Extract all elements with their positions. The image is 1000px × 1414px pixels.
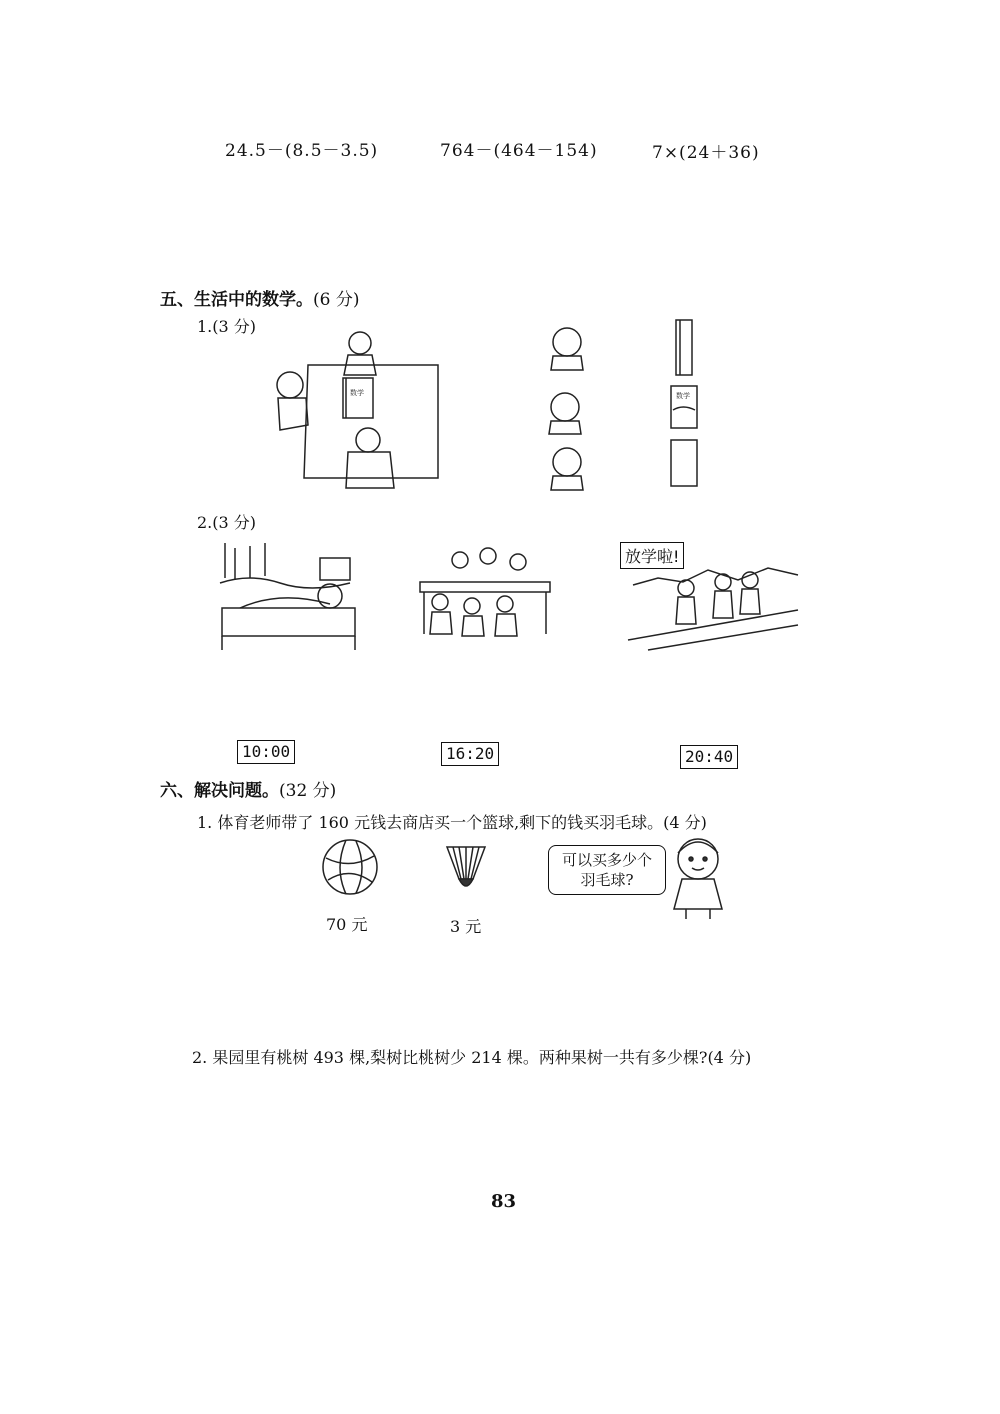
svg-text:数学: 数学	[350, 389, 364, 397]
time-box-2: 16:20	[441, 742, 499, 766]
time-box-1: 10:00	[237, 740, 295, 764]
expression-2: 764－(464－154)	[440, 141, 598, 161]
book-view-back	[671, 440, 697, 486]
section-5-points: (6 分)	[313, 290, 360, 310]
expression-3: 7×(24＋36)	[652, 143, 760, 163]
q5-2-label: 2.(3 分)	[197, 513, 257, 532]
book-stack	[343, 378, 373, 418]
q6-2-text: 2. 果园里有桃树 493 棵,梨树比桃树少 214 棵。两种果树一共有多少棵?(4 分)	[192, 1048, 752, 1067]
child-bottom	[356, 428, 380, 452]
page-number: 83	[491, 1191, 517, 1212]
child-left	[277, 372, 303, 398]
shuttlecock-icon	[445, 845, 487, 895]
time-box-3: 20:40	[680, 745, 738, 769]
bedtime-scene	[220, 538, 360, 663]
section-5-title: 五、生活中的数学。	[160, 290, 313, 310]
child-top	[349, 332, 371, 354]
expression-1: 24.5－(8.5－3.5)	[225, 141, 379, 161]
q6-1-text: 1. 体育老师带了 160 元钱去商店买一个篮球,剩下的钱买羽毛球。(4 分)	[197, 813, 707, 832]
child-view-side	[551, 393, 579, 421]
shuttlecock-price: 3 元	[450, 917, 482, 936]
bed	[222, 608, 355, 636]
book-views-column	[668, 318, 703, 490]
section-6-heading	[160, 776, 336, 801]
school-out-speech: 放学啦!	[620, 542, 684, 569]
q5-1-label: 1.(3 分)	[197, 317, 257, 336]
section-6-points: (32 分)	[279, 781, 337, 801]
sleeping-child	[318, 584, 342, 608]
section-6-title: 六、解决问题。	[160, 781, 279, 801]
classroom-scene	[410, 542, 555, 642]
child-view-top	[553, 328, 581, 356]
basketball-icon	[322, 838, 378, 898]
section-5-heading	[160, 285, 359, 310]
nightstand	[320, 558, 350, 580]
girl-illustration	[668, 835, 730, 920]
question-bubble: 可以买多少个羽毛球?	[548, 845, 666, 895]
children-table-illustration	[268, 320, 448, 495]
table-top	[304, 365, 438, 478]
child-view-back	[553, 448, 581, 476]
svg-text:数学: 数学	[676, 392, 690, 400]
child-views-column	[545, 322, 590, 492]
book-view-spine	[676, 320, 692, 375]
basketball-price: 70 元	[326, 915, 368, 934]
desk	[420, 582, 550, 592]
